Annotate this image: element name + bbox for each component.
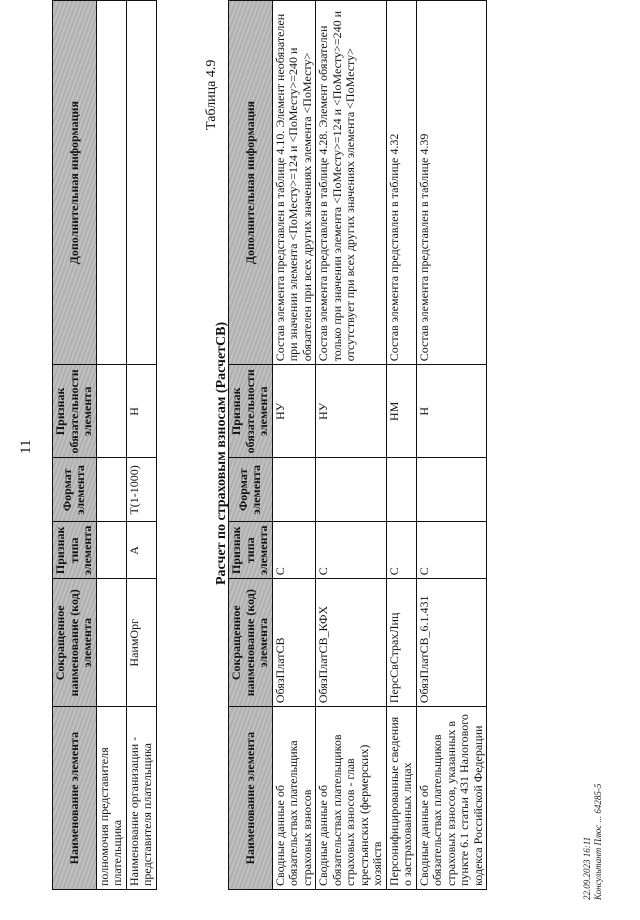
cell-type: С <box>386 522 416 579</box>
elements-table <box>228 0 487 890</box>
table-row <box>416 1 487 890</box>
header-code: Сокращенное наименование (код) элемента <box>229 579 273 707</box>
stamp-source: Консультант Плюс ... 64285-5 <box>593 783 603 900</box>
cell-code: ОбязПлатСВ_6.1.431 <box>416 579 487 707</box>
table-row <box>316 1 387 890</box>
cell-type: С <box>272 522 316 579</box>
cell-extra: Состав элемента представлен в таблице 4.39 <box>416 1 487 365</box>
cell-code: ОбязПлатСВ_КФХ <box>316 579 387 707</box>
table-row <box>386 1 416 890</box>
cell-code: НаимОрг <box>126 579 156 707</box>
cell-extra: Состав элемента представлен в таблице 4.10. Элемент необязателен при значении элемента <ПоМесту>=124 и <ПоМесту>=240 и обязателен при всех других значениях элемента <ПоМесту> <box>272 1 316 365</box>
cell-required: Н <box>126 365 156 458</box>
table-header-row <box>229 1 273 890</box>
page-number: 11 <box>18 439 34 454</box>
header-required: Признак обязательности элемента <box>229 365 273 458</box>
cell-type: А <box>126 522 156 579</box>
table-row <box>272 1 316 890</box>
header-type: Признак типа элемента <box>229 522 273 579</box>
table-row <box>126 1 156 890</box>
cell-format <box>416 458 487 522</box>
cell-type: С <box>316 522 387 579</box>
print-stamp <box>582 784 604 900</box>
cell-required <box>96 365 126 458</box>
cell-required: Н <box>416 365 487 458</box>
cell-name: Сводные данные об обязательствах плательщиков страховых взносов - глав крестьянских (фермерских) хозяйств <box>316 707 387 890</box>
header-name: Наименование элемента <box>53 707 97 890</box>
cell-name: Сводные данные об обязательствах плательщиков страховых взносов, указанных в пункте 6.1 статьи 431 Налогового кодекса Российской Федерации <box>416 707 487 890</box>
header-extra: Дополнительная информация <box>229 1 273 365</box>
cell-format <box>316 458 387 522</box>
header-type: Признак типа элемента <box>53 522 97 579</box>
cell-code: ОбязПлатСВ <box>272 579 316 707</box>
cell-required: НУ <box>316 365 387 458</box>
table-row <box>96 1 126 890</box>
header-format: Формат элемента <box>53 458 97 522</box>
cell-name: Персонифицированные сведения о застрахованных лицах <box>386 707 416 890</box>
header-extra: Дополнительная информация <box>53 1 97 365</box>
header-required: Признак обязательности элемента <box>53 365 97 458</box>
cell-code: ПерсСвСтрахЛиц <box>386 579 416 707</box>
cell-name: Сводные данные об обязательствах плательщика страховых взносов <box>272 707 316 890</box>
cell-format <box>96 458 126 522</box>
cell-code <box>96 579 126 707</box>
cell-required: НМ <box>386 365 416 458</box>
table-header-row <box>53 1 97 890</box>
table-title: Расчет по страховым взносам (РасчетСВ) <box>214 321 229 585</box>
cell-type <box>96 522 126 579</box>
cell-extra <box>96 1 126 365</box>
cell-extra: Состав элемента представлен в таблице 4.28. Элемент обязателен только при значении элемента <ПоМесту>=124 и <ПоМесту>=240 и отсутствует при всех других значениях элемента <ПоМесту> <box>316 1 387 365</box>
stamp-date: 22.09.2023 16:11 <box>582 836 592 900</box>
elements-table-continued <box>52 0 157 890</box>
cell-format <box>386 458 416 522</box>
cell-type: С <box>416 522 487 579</box>
header-name: Наименование элемента <box>229 707 273 890</box>
cell-format: T(1-1000) <box>126 458 156 522</box>
header-code: Сокращенное наименование (код) элемента <box>53 579 97 707</box>
cell-name: Наименование организации - представителя плательщика <box>126 707 156 890</box>
table-label: Таблица 4.9 <box>204 59 219 130</box>
cell-extra: Состав элемента представлен в таблице 4.32 <box>386 1 416 365</box>
cell-extra <box>126 1 156 365</box>
header-format: Формат элемента <box>229 458 273 522</box>
cell-name: полномочия представителя плательщика <box>96 707 126 890</box>
cell-format <box>272 458 316 522</box>
cell-required: НУ <box>272 365 316 458</box>
